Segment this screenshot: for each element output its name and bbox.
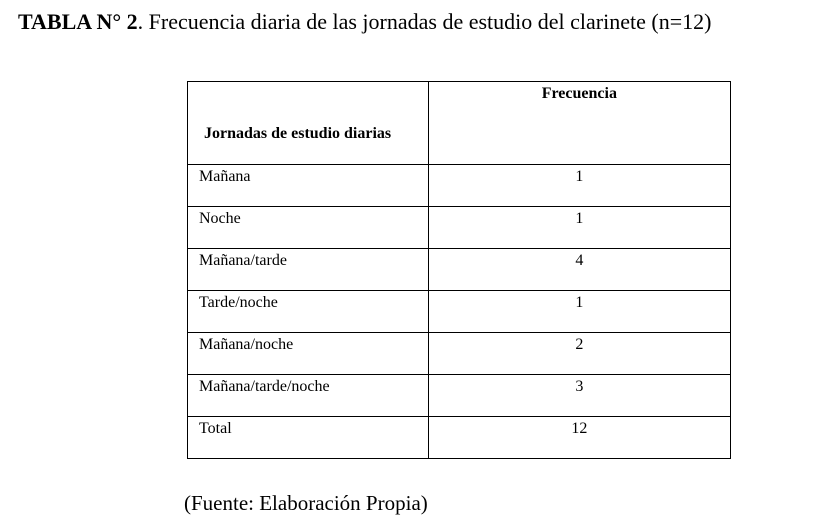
row-label-cell: Mañana/noche: [188, 333, 429, 375]
row-value-cell: 1: [428, 207, 730, 249]
total-value-cell: 12: [428, 417, 730, 459]
total-label-cell: Total: [188, 417, 429, 459]
table-title: . Frecuencia diaria de las jornadas de estudio del clarinete (n=12): [137, 9, 712, 34]
table-row: [188, 375, 731, 417]
row-value-cell: 1: [428, 291, 730, 333]
table-row: [188, 291, 731, 333]
row-label-cell: Mañana/tarde: [188, 249, 429, 291]
row-label-cell: Mañana/tarde/noche: [188, 375, 429, 417]
column-header-frequency: Frecuencia: [428, 82, 730, 165]
table-row: [188, 165, 731, 207]
row-value-cell: 2: [428, 333, 730, 375]
table-total-row: [188, 417, 731, 459]
row-label-cell: Noche: [188, 207, 429, 249]
table-row: [188, 249, 731, 291]
table-caption: [18, 9, 711, 35]
table-header-row: [188, 82, 731, 165]
frequency-table: [187, 81, 731, 459]
row-value-cell: 3: [428, 375, 730, 417]
table-row: [188, 333, 731, 375]
row-label-cell: Tarde/noche: [188, 291, 429, 333]
column-header-study-sessions: Jornadas de estudio diarias: [188, 82, 429, 165]
source-note: (Fuente: Elaboración Propia): [184, 491, 428, 515]
row-label-cell: Mañana: [188, 165, 429, 207]
table-number: TABLA N° 2: [18, 9, 138, 34]
table-row: [188, 207, 731, 249]
row-value-cell: 4: [428, 249, 730, 291]
row-value-cell: 1: [428, 165, 730, 207]
